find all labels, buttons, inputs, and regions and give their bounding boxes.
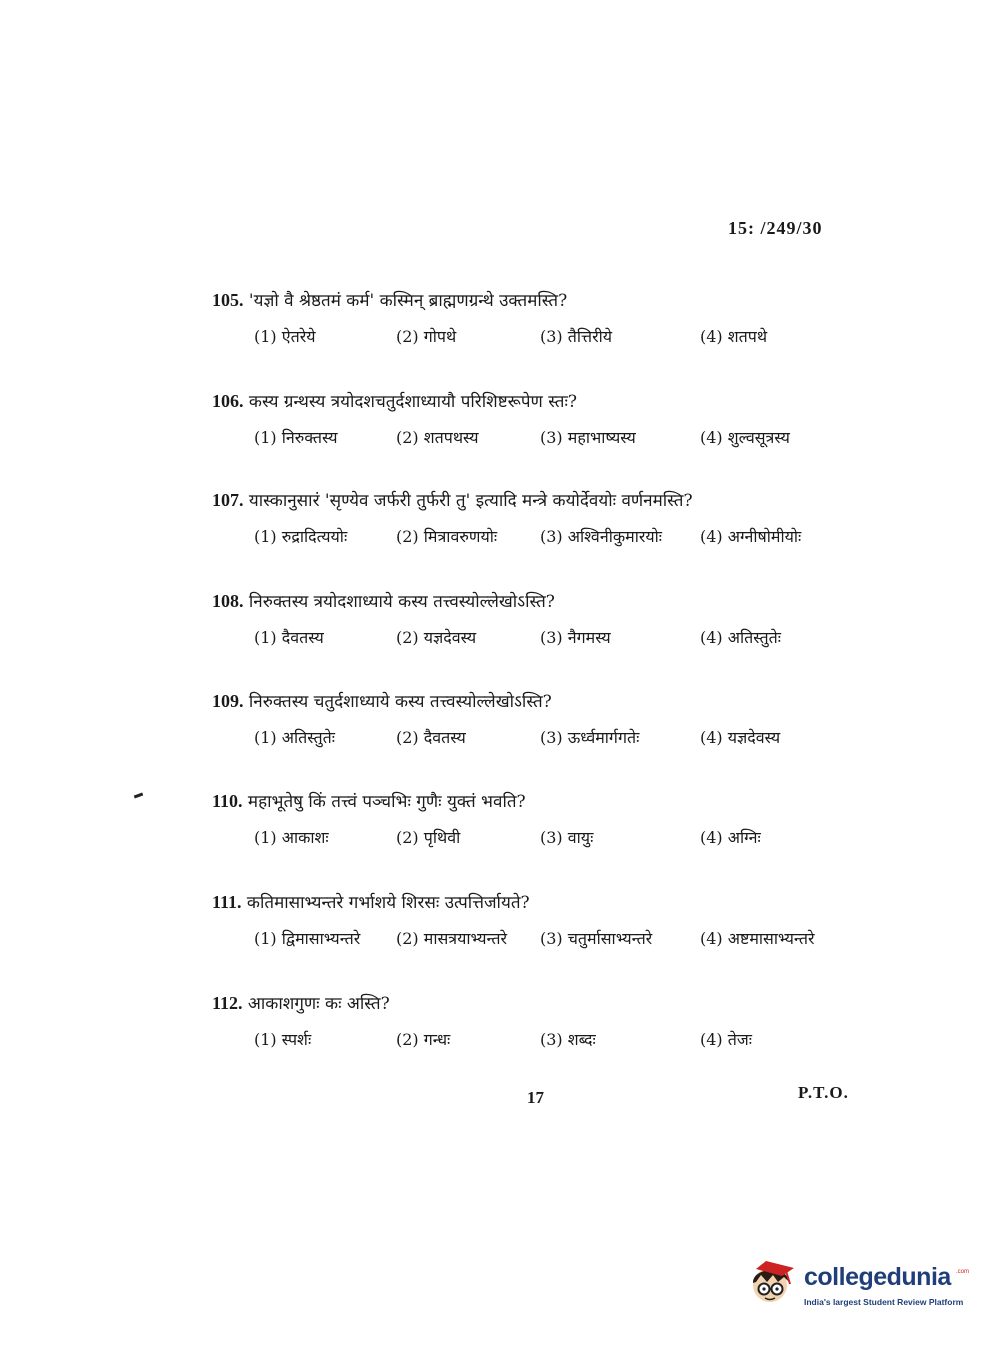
option-3: (3) तैत्तिरीये	[540, 327, 613, 346]
question-stem	[212, 689, 852, 712]
question-stem	[212, 789, 852, 812]
question-stem	[212, 991, 852, 1014]
option-2: (2) शतपथस्य	[396, 428, 479, 447]
question-number: 111.	[212, 892, 242, 912]
question-stem	[212, 288, 852, 311]
option-2: (2) दैवतस्य	[396, 728, 466, 747]
options-row	[212, 426, 852, 456]
option-4: (4) यज्ञदेवस्य	[700, 728, 781, 747]
option-1: (1) निरुक्तस्य	[254, 428, 338, 447]
option-3: (3) शब्दः	[540, 1030, 596, 1049]
question-text: कस्य ग्रन्थस्य त्रयोदशचतुर्दशाध्यायौ परिशिष्टरूपेण स्तः?	[248, 392, 578, 412]
option-4: (4) शुल्वसूत्रस्य	[700, 428, 790, 447]
question-number: 105.	[212, 290, 244, 310]
options-row	[212, 1028, 852, 1058]
page-number: 17	[527, 1088, 544, 1107]
question-110	[212, 789, 852, 856]
option-1: (1) ऐतरेये	[254, 327, 316, 346]
options-row	[212, 726, 852, 756]
option-3: (3) वायुः	[540, 828, 594, 847]
options-row	[212, 525, 852, 555]
question-number: 109.	[212, 691, 244, 711]
question-105	[212, 288, 852, 355]
question-number: 112.	[212, 993, 243, 1013]
paper-code: 15: /249/30	[728, 218, 823, 238]
option-4: (4) अग्निः	[700, 828, 761, 847]
student-mascot-icon	[744, 1255, 800, 1311]
option-2: (2) यज्ञदेवस्य	[396, 628, 477, 647]
question-112	[212, 991, 852, 1058]
question-stem	[212, 389, 852, 412]
question-text: महाभूतेषु किं तत्त्वं पञ्चभिः गुणैः युक्तं भवति?	[247, 792, 526, 812]
option-2: (2) गोपथे	[396, 327, 457, 346]
question-number: 110.	[212, 791, 243, 811]
question-stem	[212, 488, 852, 511]
question-text: कतिमासाभ्यन्तरे गर्भाशये शिरसः उत्पत्तिर्जायते?	[246, 893, 530, 913]
question-text: यास्कानुसारं 'सृण्येव जर्फरी तुर्फरी तु' इत्यादि मन्त्रे कयोर्देवयोः वर्णनमस्ति?	[248, 491, 693, 511]
brand-tagline: India's largest Student Review Platform	[804, 1297, 964, 1307]
option-4: (4) अतिस्तुतेः	[700, 628, 781, 647]
question-text: निरुक्तस्य चतुर्दशाध्याये कस्य तत्त्वस्योल्लेखोऽस्ति?	[248, 692, 552, 712]
brand-name: collegedunia	[804, 1263, 951, 1291]
options-row	[212, 325, 852, 355]
options-row	[212, 927, 852, 957]
options-row	[212, 626, 852, 656]
option-1: (1) स्पर्शः	[254, 1030, 312, 1049]
option-1: (1) रुद्रादित्ययोः	[254, 527, 348, 546]
question-108	[212, 589, 852, 656]
question-text: 'यज्ञो वै श्रेष्ठतमं कर्म' कस्मिन् ब्राह्मणग्रन्थे उक्तमस्ति?	[248, 291, 568, 311]
question-111	[212, 890, 852, 957]
question-stem	[212, 589, 852, 612]
option-3: (3) ऊर्ध्वमार्गगतेः	[540, 728, 640, 747]
brand-dotcom: .com	[956, 1269, 970, 1275]
option-3: (3) महाभाष्यस्य	[540, 428, 636, 447]
question-stem	[212, 890, 852, 913]
option-1: (1) द्विमासाभ्यन्तरे	[254, 929, 361, 948]
option-3: (3) चतुर्मासाभ्यन्तरे	[540, 929, 653, 948]
options-row	[212, 826, 852, 856]
option-2: (2) गन्धः	[396, 1030, 451, 1049]
question-text: निरुक्तस्य त्रयोदशाध्याये कस्य तत्त्वस्योल्लेखोऽस्ति?	[248, 592, 555, 612]
question-109	[212, 689, 852, 756]
option-3: (3) नैगमस्य	[540, 628, 611, 647]
option-2: (2) मित्रावरुणयोः	[396, 527, 498, 546]
option-3: (3) अश्विनीकुमारयोः	[540, 527, 663, 546]
option-2: (2) मासत्रयाभ्यन्तरे	[396, 929, 508, 948]
question-text: आकाशगुणः कः अस्ति?	[247, 994, 390, 1014]
question-number: 107.	[212, 490, 244, 510]
collegedunia-watermark	[744, 1255, 974, 1315]
question-106	[212, 389, 852, 456]
option-4: (4) अष्टमासाभ्यन्तरे	[700, 929, 815, 948]
question-number: 106.	[212, 391, 244, 411]
option-1: (1) दैवतस्य	[254, 628, 324, 647]
option-1: (1) आकाशः	[254, 828, 329, 847]
option-4: (4) तेजः	[700, 1030, 752, 1049]
question-number: 108.	[212, 591, 244, 611]
question-107	[212, 488, 852, 555]
option-4: (4) अग्नीषोमीयोः	[700, 527, 802, 546]
option-1: (1) अतिस्तुतेः	[254, 728, 335, 747]
scan-mark	[134, 793, 143, 799]
option-2: (2) पृथिवी	[396, 828, 461, 847]
option-4: (4) शतपथे	[700, 327, 768, 346]
pto-label: P.T.O.	[798, 1083, 849, 1102]
